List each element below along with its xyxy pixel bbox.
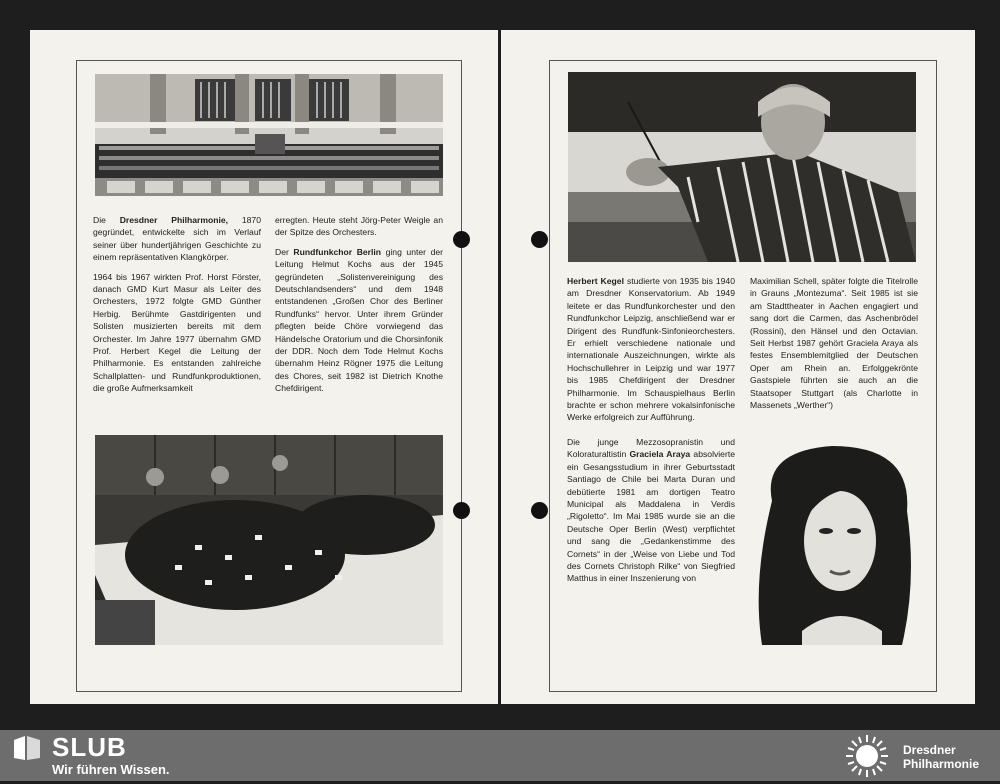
binding-hole: [531, 502, 548, 519]
choir-concert-hall-photo: [95, 74, 443, 196]
binding-hole: [531, 231, 548, 248]
graciela-araya-portrait: [752, 441, 918, 645]
dresdner-philharmonie-name: Dresdner Philharmonie,: [119, 215, 229, 225]
slub-tagline: Wir führen Wissen.: [52, 762, 170, 777]
footer-bar: [0, 730, 1000, 781]
right-text-column-1: Herbert Kegel studierte von 1935 bis 1940 am Dresdner Konservatorium. Ab 1949 leitete er das Rundfunkorchester und den Rundfunkchor Leipzig, anschließend war er Dirigent des Rundfunk-Sinfonieorchesters. Er erhielt verschiedene nationale und internationale Auszeichnungen, wirkte als Hochschullehrer in Leipzig und war 1977 bis 1985 Chefdirigent der Dresdner Philharmonie. Im Schauspielhaus Berlin brachte er schon mehrere vokalsinfonische Werke erfolgreich zur Aufführung. Die junge Mezzosopranistin und Koloraturaltistin Graciela Araya absolvierte ein Gesangsstudium in ihrer Geburtsstadt Santiago de Chile bei Marta Duran und debütierte 1981 am dortigen Teatro Municipal als Maddalena in Verdis „Rigoletto“. Im Mai 1985 wurde sie an die Deutsche Oper Berlin (West) verpflichtet und sang die „Gedankenstimme des Cornets“ in der „Weise von Liebe und Tod des Cornets Christoph Rilke“ von Siegfried Matthus in einer Inszenierung von: [567, 276, 735, 584]
graciela-araya-name: Graciela Araya: [629, 449, 691, 460]
dresdner-philharmonie-logo-icon[interactable]: [842, 733, 892, 779]
orchestra-stage-photo: [95, 435, 443, 645]
herbert-kegel-name: Herbert Kegel: [567, 276, 624, 286]
slub-title[interactable]: SLUB: [52, 732, 127, 762]
right-text-column-2: Maximilian Schell, später folgte die Titelrolle in Grauns „Montezuma“. Seit 1985 ist sie am Stadttheater in Aachen engagiert und sang dort die Carmen, das Aschenbrödel (Rossini), den Hänsel und den Octavian. Seit Herbst 1987 gehört Graciela Araya als festes Ensemblemitglied der Deutschen Oper am Rhein an. Erfolggekrönte Gastspiele führten sie auch an die Staatsoper Stuttgart (als Charlotte in Massenets „Werther“): [750, 276, 918, 411]
left-text-column-2: erregten. Heute steht Jörg-Peter Weigle an der Spitze des Orchesters. Der Rundfunkchor Berlin ging unter der Leitung Helmut Kochs aus der 1945 gegründeten „Solistenvereinigung des Deutschlandsenders“ und dem 1948 entstandenen „Großen Chor des Berliner Rundfunks“ hervor. Unter ihrem Gründer pflegten beide Chöre vorwiegend das Händelsche Oratorium und die Chorsinfonik der DDR. Noch dem Tode Helmut Kochs übernahm Heinz Rögner 1975 die Leitung des Chores, seit 1982 ist Dietrich Knothe Chefdirigent.: [275, 215, 443, 394]
partner-name-line1: Dresdner: [903, 743, 956, 757]
slub-logo-icon[interactable]: [12, 734, 42, 762]
partner-name-line2: Philharmonie: [903, 757, 980, 771]
binding-hole: [453, 231, 470, 248]
binding-hole: [453, 502, 470, 519]
rundfunkchor-berlin-name: Rundfunkchor Berlin: [293, 246, 382, 257]
left-text-column-1: Die Dresdner Philharmonie, 1870 gegründet, entwickelte sich im Verlauf seiner über hundertjährigen Geschichte zu einem repräsentativen Klangkörper. 1964 bis 1967 wirkten Prof. Horst Förster, danach GMD Kurt Masur als Leiter des Orchesters, 1972 folgte GMD Günther Herbig. Berühmte Gastdirigenten und Solisten musizierten bereits mit dem Orchester. Im Jahre 1977 übernahm GMD Prof. Herbert Kegel die Leitung der Philharmonie. Es entstanden zahlreiche Schallplatten- und Rundfunkproduktionen, die große Aufmerksamkeit: [93, 215, 261, 394]
herbert-kegel-portrait: [568, 72, 916, 262]
